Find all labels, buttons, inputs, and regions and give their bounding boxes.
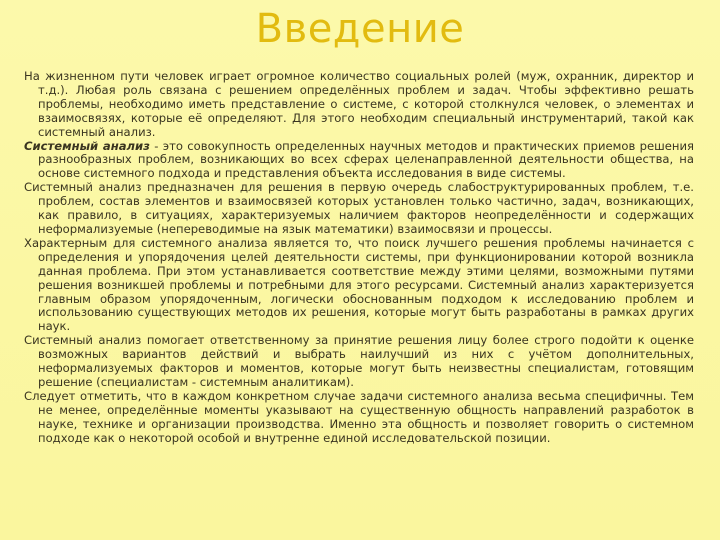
paragraph-decision-support bbox=[24, 334, 694, 390]
paragraph-text: - это совокупность определенных научных методов и практических приемов решения разнообразных проблем, возникающих во всех сферах целенаправленной деятельности общества, на основе системного подхода и представления объекта исследования в виде системы. bbox=[38, 138, 694, 181]
slide-title: Введение bbox=[255, 6, 465, 52]
term-system-analysis: Системный анализ bbox=[24, 138, 150, 153]
paragraph-text: Следует отметить, что в каждом конкретном случае задачи системного анализа весьма специфичны. Тем не менее, определённые моменты указывают на существенную общность направлений разработок в науке, технике и организации производства. Именно эта общность и позволяет говорить о системном подходе как о некоторой особой и внутренне единой исследовательской позиции. bbox=[24, 388, 694, 445]
paragraph-purpose bbox=[24, 181, 694, 237]
paragraph-text: Характерным для системного анализа является то, что поиск лучшего решения проблемы начинается с определения и упорядочения целей деятельности системы, при функционировании которой возникла данная проблема. При этом устанавливается соответствие между этими целями, возможными путями решения возникшей проблемы и потребными для этого ресурсами. Системный анализ характеризуется главным образом упорядоченным, логически обоснованным подходом к исследованию проблем и использованию существующих методов их решения, которые могут быть разработаны в рамках других наук. bbox=[24, 235, 694, 334]
slide-body bbox=[24, 70, 694, 445]
paragraph-intro bbox=[24, 70, 694, 140]
paragraph-conclusion bbox=[24, 390, 694, 446]
paragraph-text: На жизненном пути человек играет огромное количество социальных ролей (муж, охранник, директор и т.д.). Любая роль связана с решением определённых проблем и задач. Чтобы эффективно решать проблемы, необходимо иметь представление о системе, с которой столкнулся человек, о элементах и взаимосвязях, которые её определяют. Для этого необходим специальный инструментарий, такой как системный анализ. bbox=[24, 69, 694, 139]
paragraph-text: Системный анализ предназначен для решения в первую очередь слабоструктурированных проблем, т.е. проблем, состав элементов и взаимосвязей которых установлен только частично, задач, возникающих, как правило, в ситуациях, характеризуемых наличием факторов неопределённости и содержащих неформализуемые (непереводимые на язык математики) взаимосвязи и процессы. bbox=[24, 180, 694, 236]
paragraph-characteristics bbox=[24, 237, 694, 334]
paragraph-definition bbox=[24, 140, 694, 182]
paragraph-text: Системный анализ помогает ответственному за принятие решения лицу более строго подойти к оценке возможных вариантов действий и выбрать наилучший из них с учётом дополнительных, неформализуемых факторов и моментов, которые могут быть неизвестны специалистам, готовящим решение (специалистам - системным аналитикам). bbox=[24, 333, 694, 389]
